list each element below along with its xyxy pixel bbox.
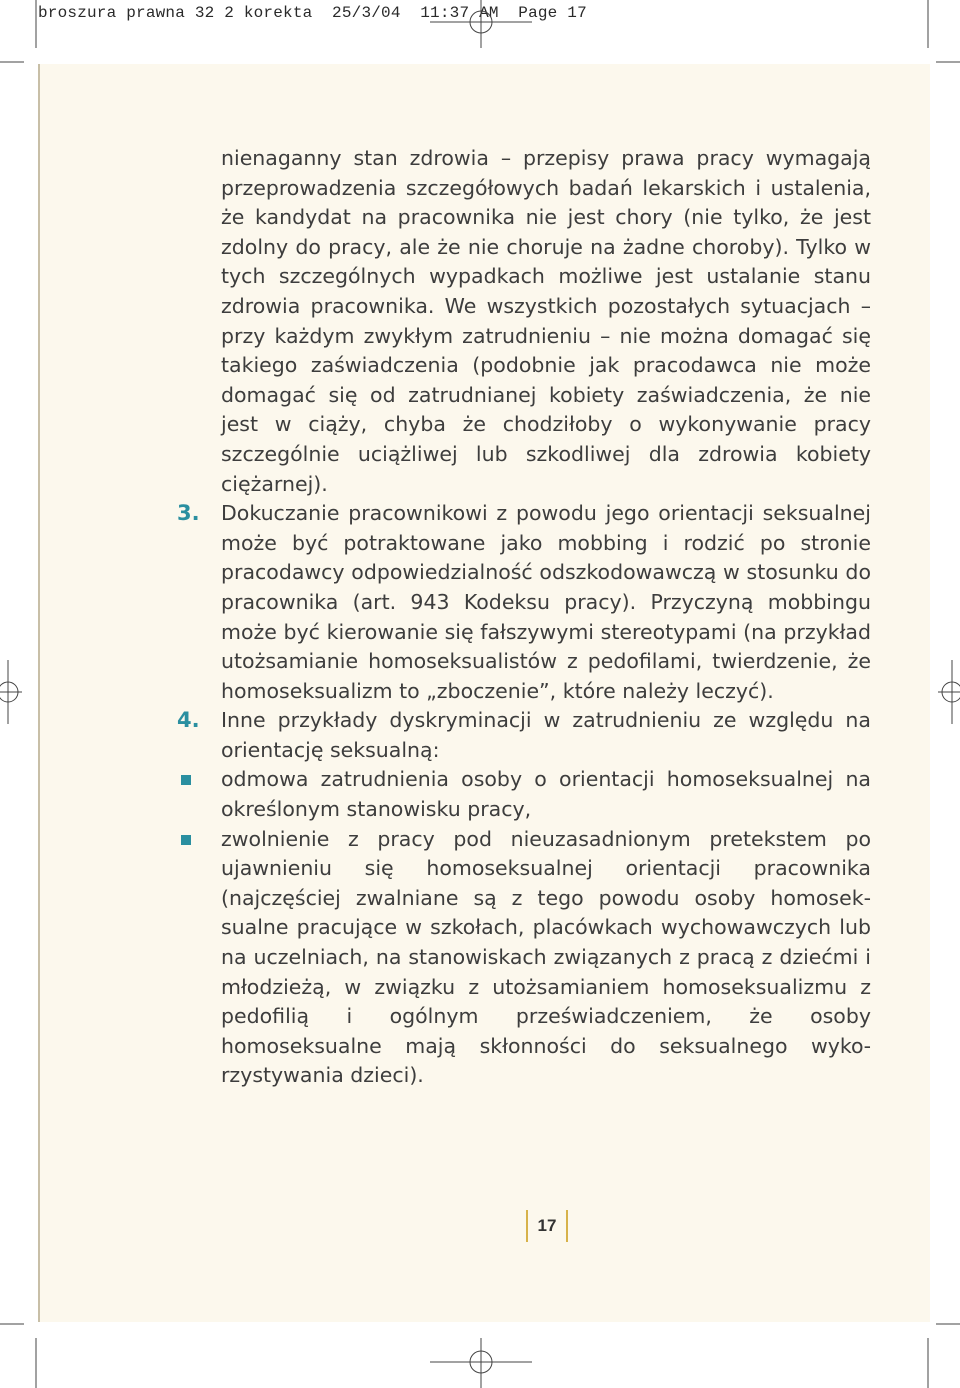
registration-mark-icon bbox=[430, 1338, 532, 1388]
intro-paragraph: nienaganny stan zdrowia – przepisy prawa pracy wymagają przeprowadzenia szczegółowych badań lekarskich i ustalenia, że kandydat na pracownika nie jest chory (nie tylko, że jest zdolny do pracy, ale że nie choruje na żadne choroby). Tylko w tych szczególnych wypadkach możliwe jest ustalanie stanu zdrowia pracownika. We wszystkich pozostałych sytuacjach – przy każdym zwykłym zatrudnieniu – nie można domagać się takiego zaświadczenia (podobnie jak pracodawca nie może domagać się od zatrudnianej kobiety zaświadczenia, że nie jest w ciąży, chyba że chodziłoby o wykonywanie pracy szczególnie uciążliwej lub szkodliwej dla zdrowia kobiety ciężarnej). bbox=[221, 146, 871, 496]
bullet-text: odmowa zatrudnienia osoby o orientacji homoseksualnej na określonym stanowisku pracy, bbox=[221, 767, 871, 822]
registration-mark-icon bbox=[0, 660, 22, 724]
item-text: Inne przykłady dyskryminacji w zatrudnieniu ze względu na orientację seksualną: bbox=[221, 708, 871, 762]
print-slug: broszura prawna 32 2 korekta 25/3/04 11:37 AM Page 17 bbox=[38, 4, 587, 22]
registration-mark-icon bbox=[938, 660, 960, 724]
item-text: Dokuczanie pracownikowi z powodu jego orientacji seksualnej może być potraktowane jako mobbing i rodzić po stronie pracodawcy odpowiedzialność odszkodowawczą w stosunku do pracownika (art. 943 Kodeksu pracy). Przyczyną mobbingu może być kierowanie się fałszywymi stereotypami (na przykład utożsamianie homoseksualistów z pedofilami, twierdzenie, że homoseksualizm to „zboczenie”, które należy leczyć). bbox=[221, 501, 871, 703]
item-number: 4. bbox=[177, 708, 200, 733]
item-number: 3. bbox=[177, 501, 200, 526]
registration-mark-icon bbox=[430, 0, 532, 48]
page-number: 17 bbox=[526, 1210, 568, 1242]
bullet-text: zwolnienie z pracy pod nieuzasadnionym pretekstem po ujawnieniu się homoseksualnej orientacji pracownika (najczęściej zwalniane są z tego powodu osoby homoseksualne pracujące w szkołach, placówkach wychowawczych lub na uczelniach, na stanowiskach związanych z pracą z dziećmi i młodzieżą, w związku z utożsamianiem homoseksualizmu z pedofilią i ogólnym przeświadczeniem, że osoby homoseksualne mają skłonności do seksualnego wykorzystywania dzieci). bbox=[221, 826, 871, 1088]
